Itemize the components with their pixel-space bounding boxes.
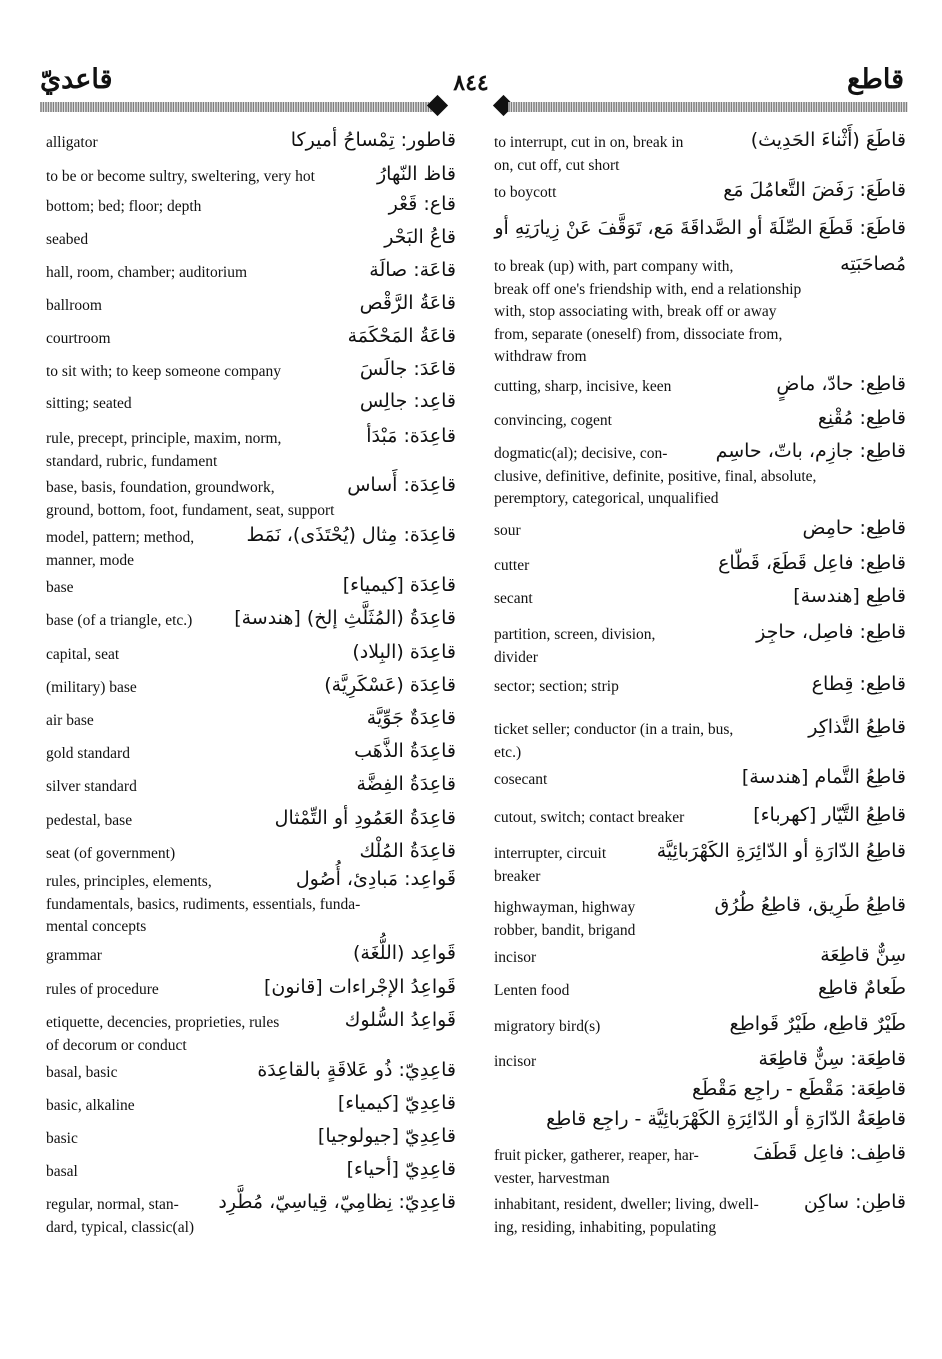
- entry-translation: basic, alkaline: [46, 1097, 135, 1114]
- entry-translation: inhabitant, resident, dweller; living, dwell- ing, residing, inhabiting, populating: [494, 1196, 759, 1236]
- entry-headword: قاطِعُ التَّيّار [كهرباء]: [749, 804, 906, 827]
- entry-headword: قاعِدَة (البِلاد): [348, 641, 456, 664]
- entry-headword: قاطِعُ التَّذاكِر: [804, 716, 906, 739]
- entry-translation: base (of a triangle, etc.): [46, 612, 193, 629]
- dictionary-entry: [494, 253, 906, 376]
- dictionary-entry: [46, 292, 456, 328]
- entry-translation: cosecant: [494, 771, 548, 788]
- entry-translation: (military) base: [46, 679, 137, 696]
- entry-headword: قاطِعُ التَّمام [هندسة]: [738, 766, 906, 789]
- entry-translation: basic: [46, 1130, 78, 1147]
- header-rule-left: [40, 102, 436, 112]
- entry-headword: قاعِدَة (عَسْكَرِيَّة): [320, 674, 456, 697]
- dictionary-entry: [494, 179, 906, 220]
- entry-headword: قاطِع: فاصِل، حاجِز: [752, 621, 906, 644]
- entry-headword: قاطِعَة: سِنٌّ قاطِعَة: [754, 1048, 906, 1071]
- entry-translation: basal, basic: [46, 1064, 118, 1081]
- dictionary-entry: [46, 1009, 456, 1062]
- entry-headword: قاعَة: صالَة: [365, 259, 456, 282]
- entry-translation: cutter: [494, 557, 530, 574]
- dictionary-entry: [46, 358, 456, 393]
- dictionary-entry: [46, 325, 456, 361]
- entry-headword: قَواعِد: مَبادِئ، أُصُول: [292, 868, 456, 891]
- entry-headword: قاطَعَ: قَطَعَ الصِّلَةَ أو الصَّداقَةَ مَع، تَوَقَّفَ عَنْ زِيارَتِهِ أو: [490, 217, 906, 240]
- dictionary-entry: [46, 868, 456, 945]
- dictionary-entry: [494, 673, 906, 719]
- entry-headword: قاطِعُ طَرِيق، قاطِعُ طُرُق: [710, 894, 906, 917]
- dictionary-entry: [46, 574, 456, 610]
- entry-headword: قاطِع [هندسة]: [789, 585, 906, 608]
- entry-translation: base, basis, foundation, groundwork, ground, bottom, foot, fundament, seat, support: [46, 479, 335, 519]
- dictionary-entry: [494, 129, 906, 182]
- dictionary-entry: [46, 976, 456, 1012]
- dictionary-entry: [494, 716, 906, 769]
- entry-headword: قاعِدَة [كيمياء]: [339, 574, 456, 597]
- dictionary-entry: [494, 1013, 906, 1051]
- entry-translation: to sit with; to keep someone company: [46, 363, 282, 380]
- entry-translation: sour: [494, 522, 521, 539]
- dictionary-entry: [46, 641, 456, 677]
- entry-translation: courtroom: [46, 330, 111, 347]
- dictionary-entry: [46, 674, 456, 710]
- dictionary-entry: [494, 1142, 906, 1194]
- entry-headword: قاعِدِيّ [جيولوجيا]: [314, 1125, 456, 1148]
- entry-translation: to be or become sultry, sweltering, very hot: [46, 168, 315, 185]
- entry-headword: قاطِعَةُ الدّارَةِ أو الدّائِرَةِ الكَهْرَبائِيَّة - راجِع قاطِع: [542, 1108, 906, 1131]
- dictionary-entry: [46, 163, 456, 196]
- entry-translation: migratory bird(s): [494, 1018, 601, 1035]
- entry-headword: قَواعِدُ الإجْراءات [قانون]: [260, 976, 456, 999]
- entry-headword: قاع: قَعْر: [385, 193, 456, 216]
- dictionary-entry: [494, 894, 906, 947]
- entry-translation: rule, precept, principle, maxim, norm, standard, rubric, fundament: [46, 430, 282, 470]
- entry-headword: قاطِعَة: مَقْطَع - راجِع مَقْطَع: [688, 1078, 906, 1101]
- dictionary-entry: [46, 259, 456, 295]
- entry-translation: rules, principles, elements, fundamentals, basics, rudiments, essentials, funda- mental concepts: [46, 873, 361, 935]
- entry-headword: قاعِدِيّ [كيمياء]: [334, 1092, 456, 1115]
- entry-headword: قاعِدِيّ: ذُو عَلاقَةٍ بالقاعِدَة: [253, 1059, 456, 1082]
- entry-translation: to boycott: [494, 184, 557, 201]
- entry-headword: مُصاحَبَتِه: [836, 253, 906, 276]
- dictionary-entry: [46, 1158, 456, 1194]
- dictionary-entry: [494, 373, 906, 410]
- page-number: ٨٤٤: [453, 70, 489, 95]
- entry-headword: قَواعِدُ السُّلوك: [341, 1009, 456, 1032]
- entry-translation: seat (of government): [46, 845, 176, 862]
- dictionary-entry: [46, 1125, 456, 1161]
- entry-headword: قاعِدَة: مَبْدَأ: [362, 425, 456, 448]
- dictionary-entry: [46, 740, 456, 776]
- entry-translation: base: [46, 579, 74, 596]
- dictionary-entry: [46, 1191, 456, 1240]
- dictionary-entry: [46, 129, 456, 166]
- entry-headword: قاطور: تِمْساحُ أميركا: [287, 129, 456, 152]
- entry-translation: highwayman, highway robber, bandit, brigand: [494, 899, 636, 939]
- entry-translation: secant: [494, 590, 533, 607]
- entry-headword: قاطِعُ الدّارَةِ أو الدّائِرَةِ الكَهْرَبائِيَّة: [653, 840, 906, 863]
- entry-translation: cutout, switch; contact breaker: [494, 809, 685, 826]
- entry-translation: etiquette, decencies, proprieties, rules of decorum or conduct: [46, 1014, 280, 1054]
- dictionary-entry: [46, 425, 456, 477]
- entry-translation: partition, screen, division, divider: [494, 626, 656, 666]
- entry-headword: قاعُ البَحْر: [380, 226, 456, 249]
- entry-translation: grammar: [46, 947, 102, 964]
- entry-headword: قاطِع: فاعِل قَطَعَ، قَطّاع: [714, 552, 906, 575]
- dictionary-entry: [46, 524, 456, 577]
- entry-headword: قاظ النّهارُ: [373, 163, 456, 186]
- entry-translation: bottom; bed; floor; depth: [46, 198, 202, 215]
- entry-translation: capital, seat: [46, 646, 120, 663]
- entry-headword: قاعِدَةُ العَمُودِ أو التِّمْثال: [271, 807, 456, 830]
- entry-headword: قاطِع: حادّ، ماضٍ: [772, 373, 906, 396]
- entry-headword: قاعِدَةُ (المُثَلَّثِ إلخ) [هندسة]: [230, 607, 456, 630]
- entry-translation: pedestal, base: [46, 812, 133, 829]
- dictionary-entry: [46, 390, 456, 428]
- entry-headword: قاعِد: جالِس: [356, 390, 456, 413]
- entry-translation: to break (up) with, part company with, break off one's friendship with, end a relationship with, stop associating with, break off or away from, separate (oneself) from, dissociate from, withdraw from: [494, 258, 802, 365]
- dictionary-entry: [494, 407, 906, 443]
- dictionary-entry: [494, 804, 906, 843]
- entry-translation: interrupter, circuit breaker: [494, 845, 607, 885]
- entry-headword: سِنٌّ قاطِعَة: [816, 944, 906, 967]
- entry-headword: قاعَدَ: جالَسَ: [356, 358, 456, 381]
- entry-headword: قاطِف: فاعِل قَطَفَ: [749, 1142, 906, 1165]
- entry-headword: قَواعِد (اللُّغَة): [349, 942, 456, 965]
- entry-translation: gold standard: [46, 745, 130, 762]
- entry-translation: silver standard: [46, 778, 137, 795]
- right-running-headword: قاطع: [847, 64, 904, 95]
- left-column: [46, 129, 456, 1240]
- dictionary-entry: [46, 840, 456, 871]
- dictionary-entry: [46, 707, 456, 743]
- left-running-headword: قاعديّ: [40, 64, 113, 95]
- entry-translation: sector; section; strip: [494, 678, 619, 695]
- entry-headword: قاطِن: ساكِن: [800, 1191, 906, 1214]
- dictionary-entry: [494, 977, 906, 1016]
- entry-translation: incisor: [494, 1053, 537, 1070]
- entry-headword: قاطِع: جازِم، باتّ، حاسِم: [712, 440, 906, 463]
- dictionary-entry: [494, 621, 906, 676]
- entry-translation: to interrupt, cut in on, break in on, cut off, cut short: [494, 134, 684, 174]
- header-rule-right: [508, 102, 908, 112]
- entry-headword: قاعِدَةُ الذَّهَب: [350, 740, 456, 763]
- dictionary-entry: [46, 807, 456, 843]
- dictionary-entry: [46, 1059, 456, 1095]
- entry-translation: alligator: [46, 134, 98, 151]
- dictionary-entry: [494, 1191, 906, 1242]
- dictionary-entry: [494, 517, 906, 555]
- entry-translation: dogmatic(al); decisive, con- clusive, definitive, definite, positive, final, absolute, peremptory, categorical, unqualified: [494, 445, 817, 507]
- entry-headword: قاطِع: حامِض: [798, 517, 906, 540]
- dictionary-entry: [46, 942, 456, 979]
- page-header: [32, 62, 910, 118]
- entry-translation: convincing, cogent: [494, 412, 612, 429]
- entry-translation: rules of procedure: [46, 981, 159, 998]
- dictionary-entry: [46, 607, 456, 644]
- entry-translation: fruit picker, gatherer, reaper, har- vester, harvestman: [494, 1147, 699, 1187]
- entry-headword: قاعِدَة: مِثال (يُحْتَذَى)، نَمَط: [242, 524, 456, 547]
- entry-headword: طَيْرٌ قاطِع، طَيْرٌ قَواطِع: [726, 1013, 906, 1036]
- entry-translation: hall, room, chamber; auditorium: [46, 264, 248, 281]
- entry-translation: ticket seller; conductor (in a train, bus, etc.): [494, 721, 734, 761]
- entry-translation: basal: [46, 1163, 78, 1180]
- dictionary-entry: [494, 944, 906, 980]
- header-diamond-ornament: [427, 95, 448, 116]
- dictionary-entry: [46, 773, 456, 810]
- dictionary-entry: [494, 1108, 906, 1145]
- dictionary-entry: [494, 217, 906, 256]
- dictionary-entry: [494, 840, 906, 897]
- entry-translation: ballroom: [46, 297, 102, 314]
- entry-translation: incisor: [494, 949, 537, 966]
- entry-headword: قاعِدَةٌ جَوِّيَّة: [363, 707, 456, 730]
- dictionary-entry: [46, 1092, 456, 1128]
- entry-translation: seabed: [46, 231, 89, 248]
- entry-translation: regular, normal, stan- dard, typical, classic(al): [46, 1196, 195, 1236]
- entry-translation: cutting, sharp, incisive, keen: [494, 378, 672, 395]
- dictionary-entry: [46, 474, 456, 527]
- entry-headword: قاعِدِيّ: نِظامِيّ، قِياسِيّ، مُطَّرِد: [214, 1191, 456, 1214]
- entry-headword: قاعَةُ المَحْكَمَة: [344, 325, 456, 348]
- dictionary-entry: [46, 226, 456, 262]
- dictionary-entry: [494, 1078, 906, 1111]
- entry-headword: قاعِدَةُ المُلْك: [355, 840, 456, 863]
- dictionary-entry: [494, 766, 906, 807]
- entry-headword: طَعامٌ قاطِع: [814, 977, 906, 1000]
- entry-headword: قاطِع: قِطاع: [808, 673, 906, 696]
- entry-headword: قاعِدَةُ الفِضَّة: [352, 773, 456, 796]
- dictionary-entry: [494, 1048, 906, 1081]
- entry-translation: Lenten food: [494, 982, 570, 999]
- entry-translation: sitting; seated: [46, 395, 132, 412]
- dictionary-entry: [494, 552, 906, 588]
- entry-headword: قاطِع: مُقْنِع: [814, 407, 906, 430]
- entry-headword: قاطَعَ (أَثْناءَ الحَدِيث): [747, 129, 906, 152]
- dictionary-entry: [46, 193, 456, 229]
- entry-headword: قاعِدَة: أَساس: [343, 474, 456, 497]
- entry-translation: model, pattern; method, manner, mode: [46, 529, 195, 569]
- entry-headword: قاعِدِيّ [أحياء]: [343, 1158, 456, 1181]
- entry-headword: قاطَعَ: رَفَضَ التَّعامُلَ مَع: [719, 179, 906, 202]
- dictionary-entry: [494, 585, 906, 624]
- right-column: [494, 129, 906, 1242]
- dictionary-entry: [494, 440, 906, 520]
- entry-headword: قاعَةُ الرَّقْص: [356, 292, 456, 315]
- entry-translation: air base: [46, 712, 94, 729]
